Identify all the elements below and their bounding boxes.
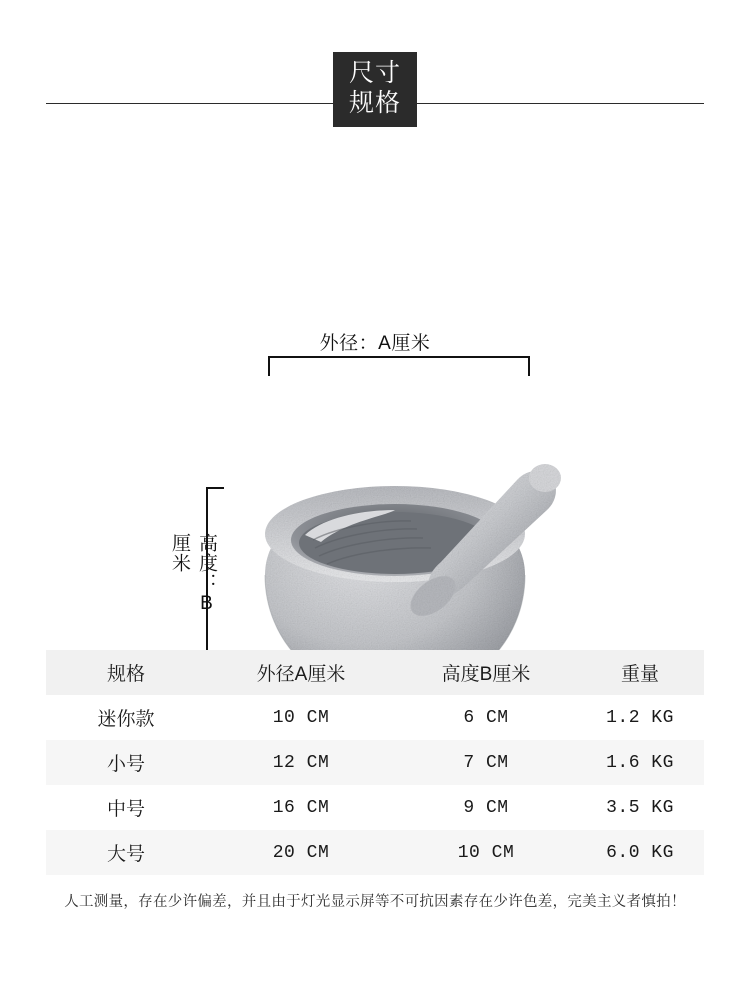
cell-diameter: 10 CM xyxy=(272,707,330,728)
spec-table-body xyxy=(46,695,704,875)
cell-spec: 中号 xyxy=(106,799,145,820)
disclaimer-text: 人工测量，存在少许偏差，并且由于灯光显示屏等不可抗因素存在少许色差，完美主义者慎拍！ xyxy=(64,894,686,910)
table-row xyxy=(46,830,704,875)
column-header-spec: 规格 xyxy=(106,664,145,685)
outer-diameter-label: 外径：A厘米 xyxy=(319,333,431,354)
page-title-line-1: 尺寸 xyxy=(348,59,402,87)
page-title xyxy=(333,52,417,127)
column-header-diameter: 外径A厘米 xyxy=(256,664,346,685)
cell-weight: 1.2 KG xyxy=(606,707,674,728)
table-row xyxy=(46,695,704,740)
cell-diameter: 12 CM xyxy=(272,752,330,773)
table-header-row xyxy=(46,650,704,695)
cell-height: 7 CM xyxy=(463,752,509,773)
cell-diameter: 20 CM xyxy=(272,842,330,863)
spec-table xyxy=(46,650,704,875)
dimension-diagram xyxy=(0,150,750,620)
cell-weight: 6.0 KG xyxy=(606,842,674,863)
cell-height: 6 CM xyxy=(463,707,509,728)
height-label: 高度：B厘米 xyxy=(169,533,217,615)
cell-weight: 1.6 KG xyxy=(606,752,674,773)
column-header-height: 高度B厘米 xyxy=(441,664,531,685)
cell-diameter: 16 CM xyxy=(272,797,330,818)
page-title-line-2: 规格 xyxy=(348,88,402,117)
table-row xyxy=(46,785,704,830)
cell-spec: 大号 xyxy=(106,844,145,865)
cell-weight: 3.5 KG xyxy=(606,797,674,818)
cell-spec: 小号 xyxy=(106,754,145,775)
table-row xyxy=(46,740,704,785)
column-header-weight: 重量 xyxy=(620,664,659,685)
outer-diameter-bracket xyxy=(268,356,530,376)
page-header xyxy=(0,0,750,150)
spec-table-header xyxy=(46,650,704,695)
cell-height: 10 CM xyxy=(457,842,515,863)
cell-spec: 迷你款 xyxy=(97,709,155,730)
cell-height: 9 CM xyxy=(463,797,509,818)
